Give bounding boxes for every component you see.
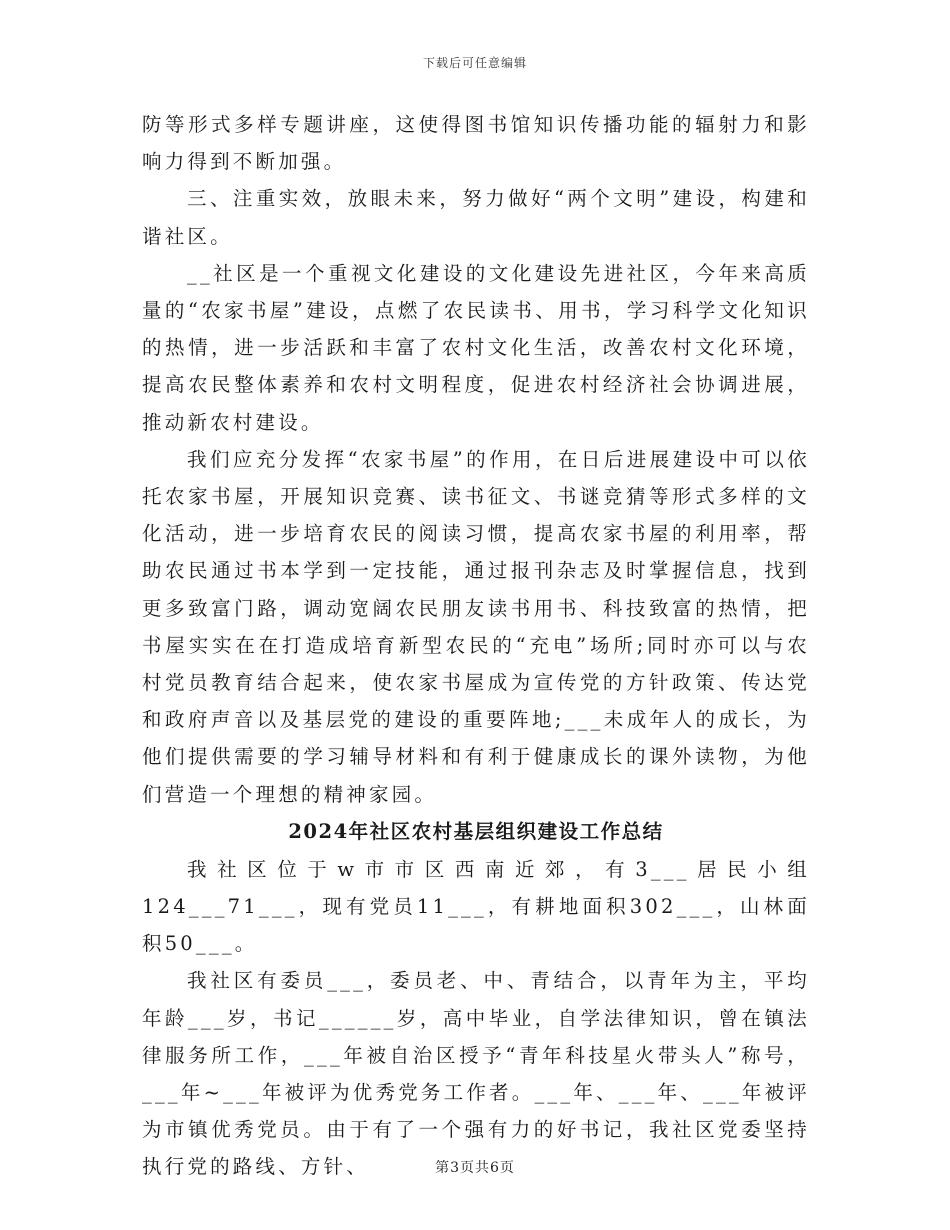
paragraph-section-three: 三、注重实效，放眼未来，努力做好“两个文明”建设，构建和谐社区。 [142, 187, 810, 248]
section-title: 2024年社区农村基层组织建设工作总结 [288, 819, 664, 843]
paragraph-continuation: 防等形式多样专题讲座，这使得图书馆知识传播功能的辐射力和影响力得到不断加强。 [142, 113, 810, 174]
page-footer: 第3页共6页 [435, 1160, 515, 1176]
paragraph-committee: 我社区有委员___，委员老、中、青结合，以青年为主，平均年龄___岁，书记______岁，高中毕业，自学法律知识，曾在镇法律服务所工作，___年被自治区授予“青年科技星火带头人”称号，___年~___年被评为优秀党务工作者。___年、___年、___年被评为市镇优秀党员。由于有了一个强有力的好书记，我社区党委坚持执行党的路线、方针、 [142, 969, 810, 1179]
paragraph-community-overview: 我社区位于w市市区西南近郊，有3___居民小组124___71___，现有党员11___，有耕地面积302___，山林面积50___。 [142, 857, 810, 956]
paragraph-community-culture: __社区是一个重视文化建设的文化建设先进社区，今年来高质量的“农家书屋”建设，点燃了农民读书、用书，学习科学文化知识的热情，进一步活跃和丰富了农村文化生活，改善农村文化环境，提高农民整体素养和农村文明程度，促进农村经济社会协调进展，推动新农村建设。 [142, 261, 810, 434]
document-body [142, 106, 810, 1186]
page-header: 下载后可任意编辑 [422, 56, 527, 70]
paragraph-farmhouse-library: 我们应充分发挥“农家书屋”的作用，在日后进展建设中可以依托农家书屋，开展知识竞赛、读书征文、书谜竞猜等形式多样的文化活动，进一步培育农民的阅读习惯，提高农家书屋的利用率，帮助农民通过书本学到一定技能，通过报刊杂志及时掌握信息，找到更多致富门路，调动宽阔农民朋友读书用书、科技致富的热情，把书屋实实在在打造成培育新型农民的“充电”场所;同时亦可以与农村党员教育结合起来，使农家书屋成为宣传党的方针政策、传达党和政府声音以及基层党的建设的重要阵地;___未成年人的成长，为他们提供需要的学习辅导材料和有利于健康成长的课外读物，为他们营造一个理想的精神家园。 [142, 447, 810, 806]
